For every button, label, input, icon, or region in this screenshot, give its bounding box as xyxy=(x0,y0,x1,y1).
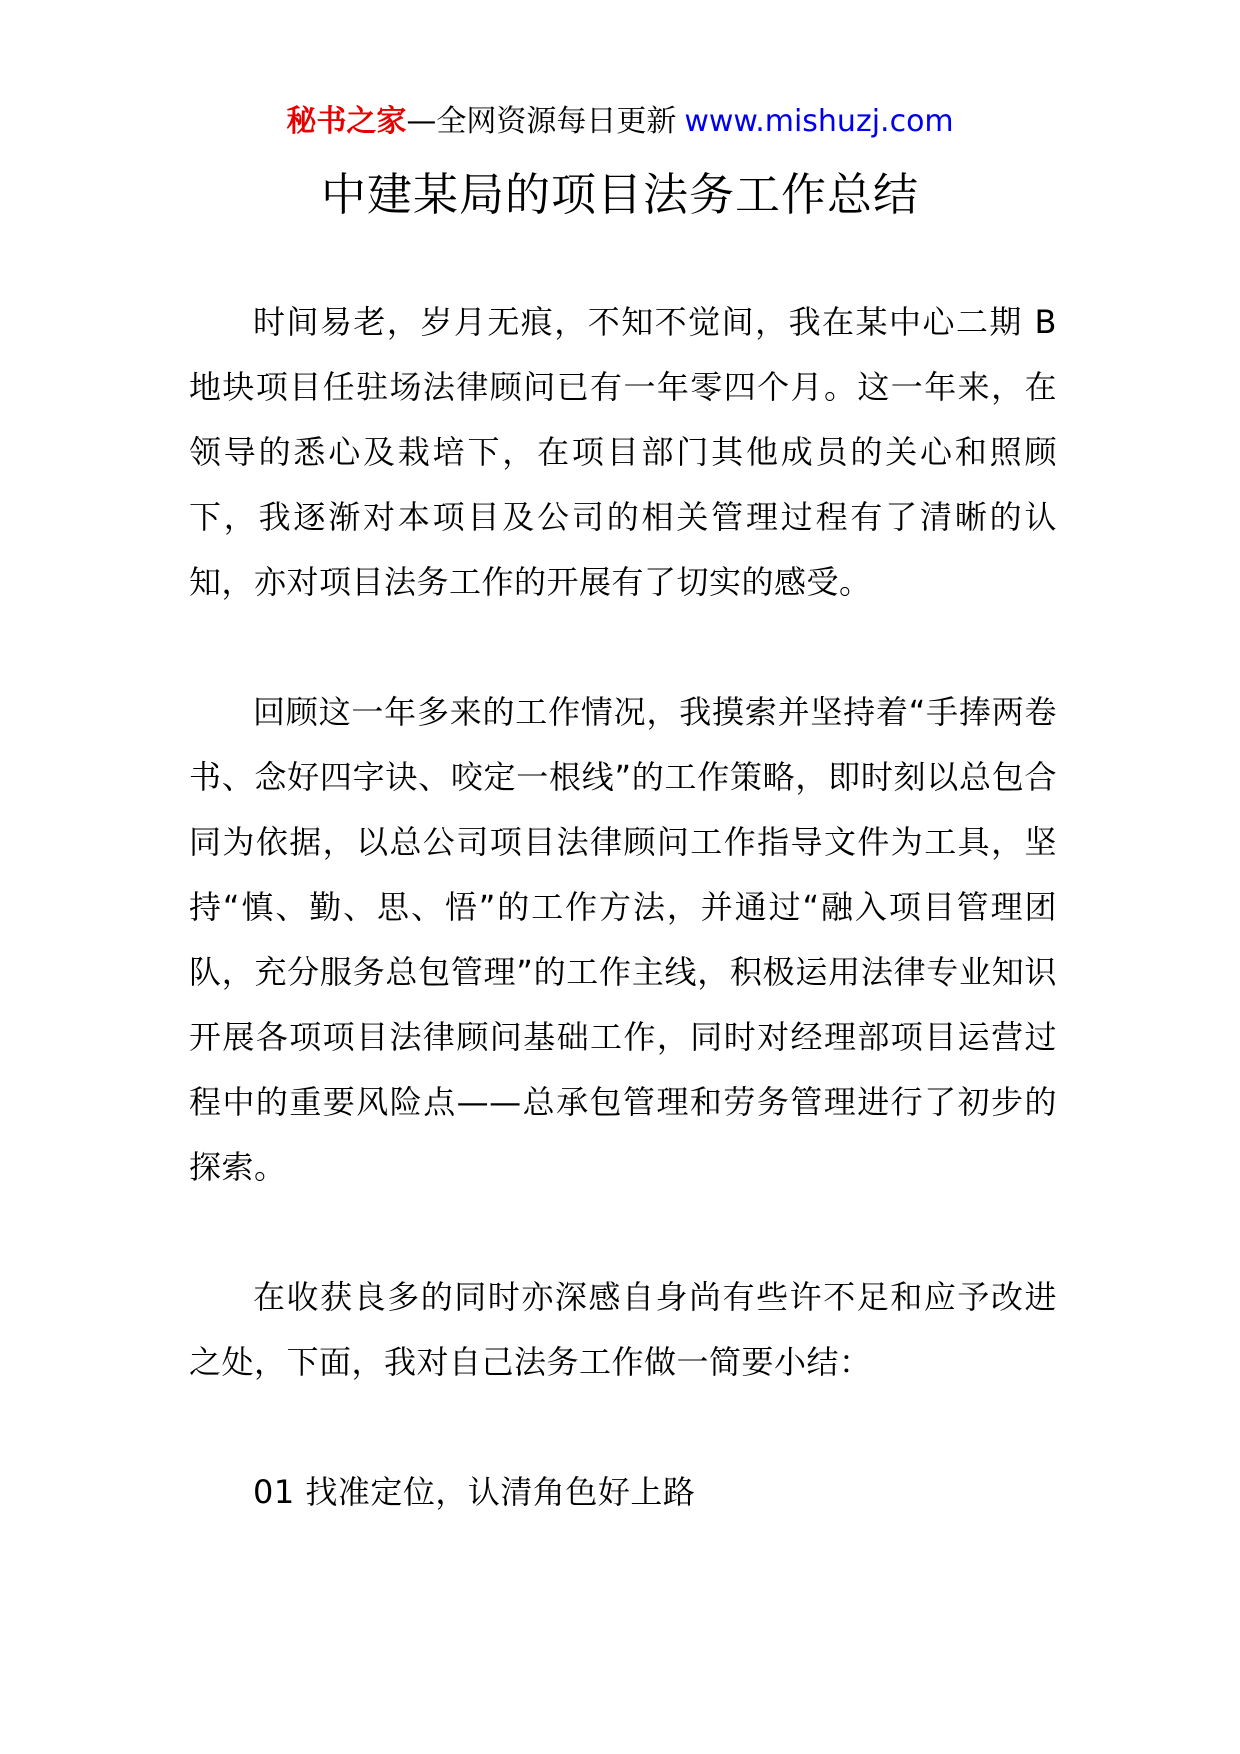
site-url-link[interactable]: www.mishuzj.com xyxy=(684,104,954,139)
brand-name: 秘书之家 xyxy=(286,104,407,139)
site-header xyxy=(0,100,1240,144)
document-title: 中建某局的项目法务工作总结 xyxy=(320,168,919,221)
section-heading: 01 找准定位，认清角色好上路 xyxy=(253,1473,696,1511)
document-body xyxy=(189,290,1057,1525)
paragraph-transition: 在收获良多的同时亦深感自身尚有些许不足和应予改进之处，下面，我对自己法务工作做一简要小结： xyxy=(189,1278,1057,1381)
paragraph-intro: 时间易老，岁月无痕，不知不觉间，我在某中心二期 B 地块项目任驻场法律顾问已有一年零四个月。这一年来，在领导的悉心及栽培下，在项目部门其他成员的关心和照顾下，我逐渐对本项目及公司的相关管理过程有了清晰的认知，亦对项目法务工作的开展有了切实的感受。 xyxy=(189,303,1057,601)
paragraph-review: 回顾这一年多来的工作情况，我摸索并坚持着“手捧两卷书、念好四字诀、咬定一根线”的工作策略，即时刻以总包合同为依据，以总公司项目法律顾问工作指导文件为工具，坚持“慎、勤、思、悟”的工作方法，并通过“融入项目管理团队，充分服务总包管理”的工作主线，积极运用法律专业知识开展各项项目法律顾问基础工作，同时对经理部项目运营过程中的重要风险点——总承包管理和劳务管理进行了初步的探索。 xyxy=(189,693,1057,1186)
header-slogan: —全网资源每日更新 xyxy=(406,104,677,139)
